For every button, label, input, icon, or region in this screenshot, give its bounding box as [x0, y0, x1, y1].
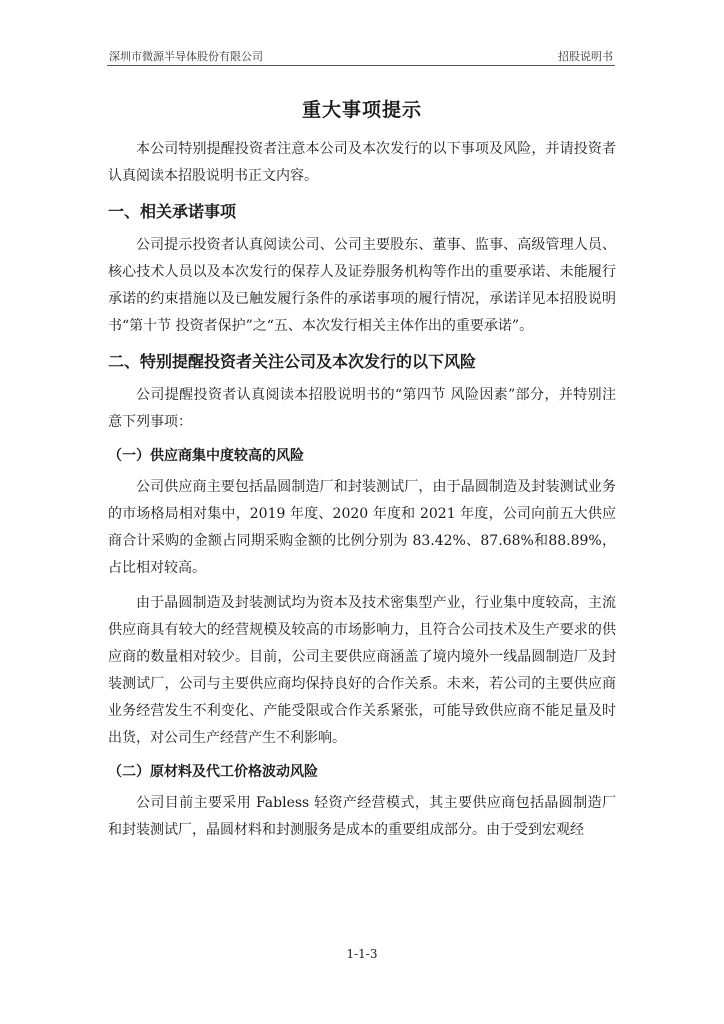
page-header	[107, 48, 615, 66]
subsection-2-paragraph-1: 公司目前主要采用 Fabless 轻资产经营模式，其主要供应商包括晶圆制造厂和封装测试厂，晶圆材料和封测服务是成本的重要组成部分。由于受到宏观经	[108, 795, 616, 838]
header-company-name: 深圳市微源半导体股份有限公司	[109, 50, 263, 63]
header-document-type: 招股说明书	[558, 50, 613, 63]
section-1-paragraph: 公司提示投资者认真阅读公司、公司主要股东、董事、监事、高级管理人员、核心技术人员以及本次发行的保荐人及证券服务机构等作出的重要承诺、未能履行承诺的约束措施以及已触发履行条件的承诺事项的履行情况，承诺详见本招股说明书“第十节 投资者保护”之“五、本次发行相关主体作出的重要承诺”。	[108, 237, 616, 334]
subsection-1-heading: （一）供应商集中度较高的风险	[108, 448, 304, 464]
intro-paragraph: 本公司特别提醒投资者注意本公司及本次发行的以下事项及风险，并请投资者认真阅读本招股说明书正文内容。	[108, 141, 616, 184]
section-1-heading: 一、相关承诺事项	[108, 202, 237, 221]
page-number: 1-1-3	[346, 947, 378, 961]
subsection-2-heading: （二）原材料及代工价格波动风险	[108, 764, 318, 780]
subsection-1-paragraph-2: 由于晶圆制造及封装测试均为资本及技术密集型产业，行业集中度较高，主流供应商具有较大的经营规模及较高的市场影响力，且符合公司技术及生产要求的供应商的数量相对较少。目前，公司主要供应商涵盖了境内境外一线晶圆制造厂及封装测试厂，公司与主要供应商均保持良好的合作关系。未来，若公司的主要供应商业务经营发生不利变化、产能受限或合作关系紧张，可能导致供应商不能足量及时出货，对公司生产经营产生不利影响。	[108, 595, 616, 746]
document-body	[108, 136, 616, 844]
header-divider	[107, 65, 615, 66]
section-2-heading: 二、特别提醒投资者关注公司及本次发行的以下风险	[108, 352, 477, 371]
section-2-paragraph: 公司提醒投资者认真阅读本招股说明书的“第四节 风险因素”部分，并特别注意下列事项：	[108, 387, 616, 430]
subsection-1-paragraph-1: 公司供应商主要包括晶圆制造厂和封装测试厂，由于晶圆制造及封装测试业务的市场格局相对集中，2019 年度、2020 年度和 2021 年度，公司向前五大供应商合计采购的金额占同期采购金额的比例分别为 83.42%、87.68%和88.89%，占比相对较高。	[108, 479, 616, 576]
page-title: 重大事项提示	[301, 99, 422, 121]
paragraph-gap	[108, 582, 616, 590]
